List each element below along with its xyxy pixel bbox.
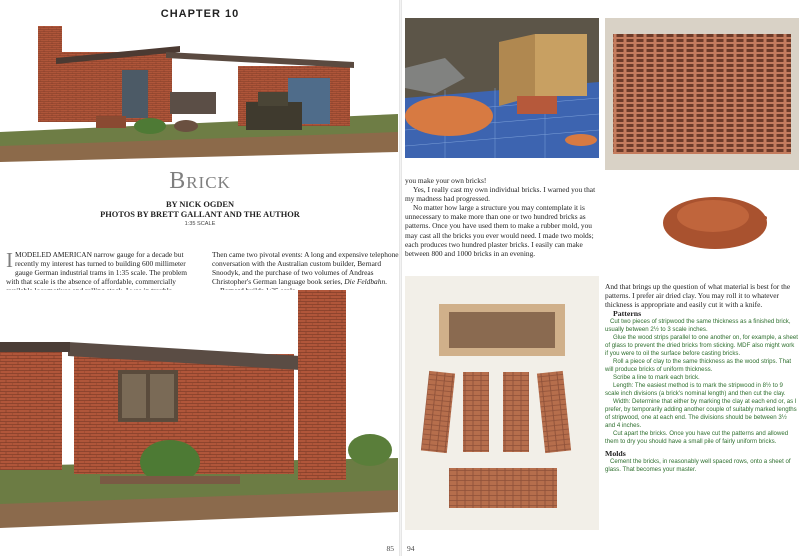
byline-author: BY NICK OGDEN bbox=[165, 200, 235, 209]
col2-p1-end: . bbox=[385, 277, 387, 287]
mold-box-illustration bbox=[405, 18, 599, 158]
diorama-top-illustration bbox=[0, 22, 398, 162]
photo-rubber-mold-and-brick-pile bbox=[605, 18, 799, 272]
patterns-heading: Patterns bbox=[613, 309, 642, 319]
patterns-step: Roll a piece of clay to the same thickness as the wood strips. That will produce bricks of uniform thickness. bbox=[605, 358, 792, 374]
photo-brick-shed-diorama bbox=[0, 22, 398, 162]
molds-step: Cement the bricks, in reasonably well spaced rows, onto a sheet of glass. That becomes your master. bbox=[605, 458, 791, 474]
patterns-step: Length: The easiest method is to mark the stripwood in 8½ to 9 scale inch divisions (a brick's nominal length) and then cut the clay. bbox=[605, 382, 786, 398]
col2-p1: Then came two pivotal events: A long and expensive telephone conversation with the Australian custom builder, Bernard Snoodyk, and the purchase of two volumes of Andreas Christopher's German language book series, bbox=[212, 250, 399, 287]
diorama-closeup-illustration bbox=[0, 290, 398, 532]
patterns-step: Width: Determine that either by marking the clay at each end or, as I prefer, by temporarily adding another couple of suitably marked lengths of stripwood, one at each end. The divisions should be between 3½ and 4 inches. bbox=[605, 398, 797, 430]
lead-in: MODELED AMERICAN bbox=[15, 250, 92, 259]
folio-right: 94 bbox=[407, 544, 415, 553]
master-molds-illustration bbox=[405, 276, 599, 530]
col1-text: narrow gauge for a decade but recently my interest has turned to building 600 millimeter gauge German industrial trams in 1:35 scale. The problem with that scale is the absence of affordable, commercially bbox=[6, 250, 188, 287]
patterns-step: Glue the wood strips parallel to one another on, for example, a sheet of glass to prevent the dried bricks from sticking. MDF also might work if you were to oil the surface before casting bricks. bbox=[605, 334, 798, 358]
col4-p1: And that brings up the question of what material is best for the patterns. I prefer air dried clay. You may roll it to whatever thickness is appropriate and easily cut it with a knife. bbox=[605, 282, 791, 310]
body-column-2 bbox=[212, 250, 400, 295]
col3-p2: Yes, I really cast my own individual bricks. I warned you that my madness had progressed. bbox=[405, 185, 596, 204]
rubber-mold-illustration bbox=[605, 18, 799, 272]
molds-steps bbox=[605, 458, 798, 474]
col3-p3: No matter how large a structure you may contemplate it is unnecessary to make more than one or two hundred bricks as patterns. Once you have used them to make a rubber mold, you may cast all the bricks you ever would need. I made two molds; each produces two hundred plaster bricks. I easily can make between 800 and 1000 bricks in an evening. bbox=[405, 203, 594, 258]
photo-master-and-molds bbox=[405, 276, 599, 530]
right-page bbox=[401, 0, 800, 556]
drop-cap: I bbox=[6, 248, 13, 272]
body-column-3 bbox=[405, 176, 597, 258]
patterns-step: Cut apart the bricks. Once you have cut the patterns and allowed them to dry you should have a small pile of fairly uniform bricks. bbox=[605, 430, 789, 446]
patterns-step: Cut two pieces of stripwood the same thickness as a finished brick, usually between 2½ to 3 scale inches. bbox=[605, 318, 791, 334]
patterns-step: Scribe a line to mark each brick. bbox=[613, 374, 700, 382]
byline-photos: PHOTOS BY BRETT GALLANT AND THE AUTHOR bbox=[100, 210, 300, 219]
chapter-heading: CHAPTER 10 bbox=[160, 8, 240, 20]
article-title: Brick bbox=[169, 168, 231, 194]
photo-brick-shed-closeup bbox=[0, 290, 398, 532]
molds-heading: Molds bbox=[605, 449, 626, 459]
col3-p1: you make your own bricks! bbox=[405, 176, 487, 185]
book-title: Die Feldbahn bbox=[344, 277, 386, 287]
folio-left: 85 bbox=[386, 544, 394, 553]
scale-note: 1:35 SCALE bbox=[184, 221, 216, 227]
body-column-4 bbox=[605, 282, 798, 474]
patterns-steps bbox=[605, 318, 798, 446]
photo-mold-box-bricks bbox=[405, 18, 599, 158]
